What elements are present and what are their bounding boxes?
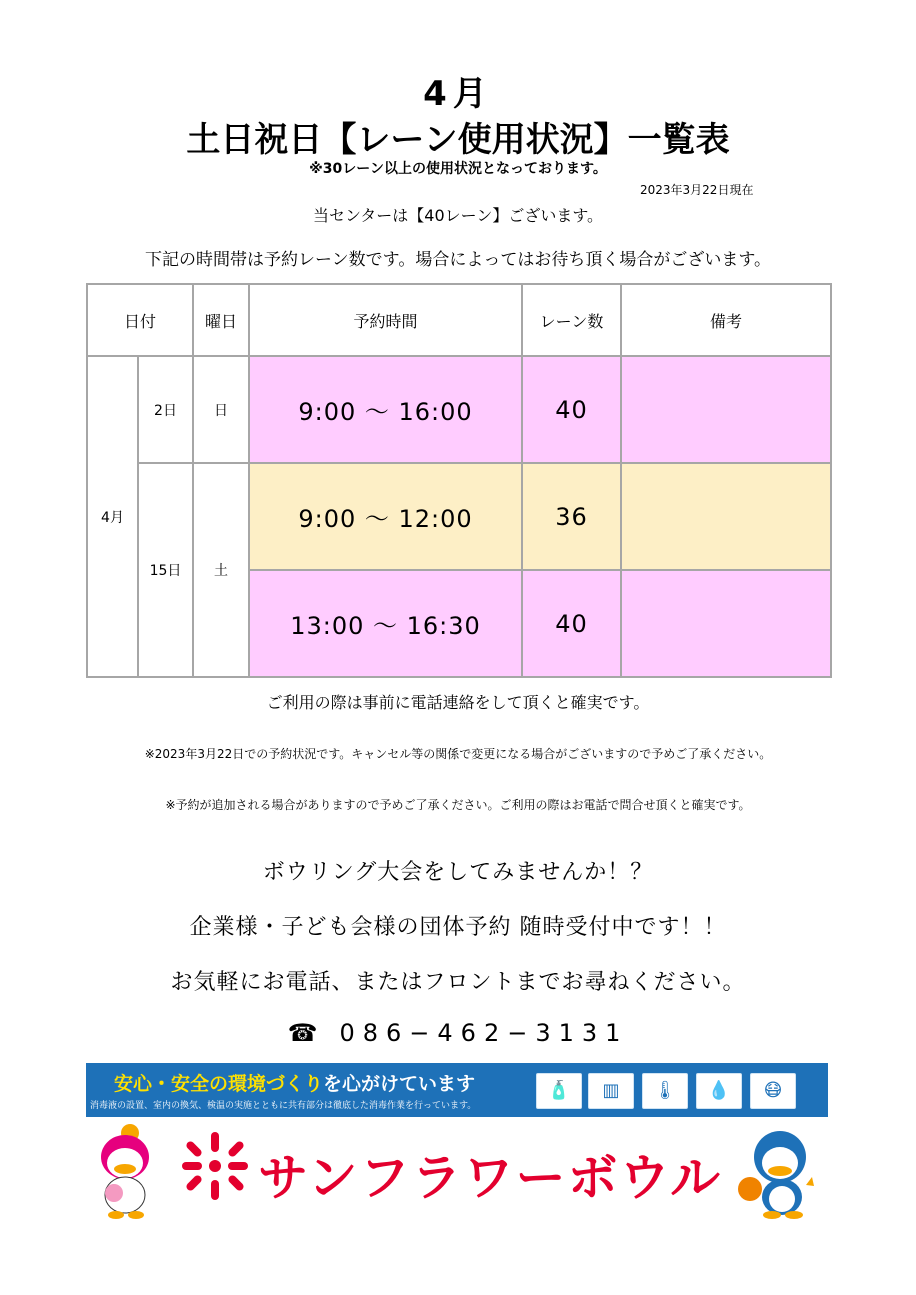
spray-icon: 💧: [696, 1073, 742, 1109]
phone-number[interactable]: 086−462−3131: [339, 1019, 629, 1047]
page-month: 4月: [423, 74, 493, 114]
day-cell: 2日: [138, 356, 193, 463]
day-cell: 15日: [138, 463, 193, 677]
mask-icon: 😷: [750, 1073, 796, 1109]
month-cell: 4月: [87, 356, 138, 677]
time-cell: 9:00 ～ 12:00: [249, 463, 522, 570]
header-weekday: 曜日: [193, 284, 249, 356]
penguin-mascot-icon: [736, 1125, 818, 1219]
sunflower-logo-icon: [180, 1128, 250, 1204]
telephone-icon: ☎: [287, 1019, 318, 1047]
thermometer-icon: 🌡: [642, 1073, 688, 1109]
remarks-cell: [621, 463, 831, 570]
disclaimer-2: ※予約が追加される場合がありますので予めご了承ください。ご利用の際はお電話で問合せ頂くと確実です。: [165, 798, 751, 812]
sanitizer-icon: 🧴: [536, 1073, 582, 1109]
header-lanes: レーン数: [522, 284, 621, 356]
banner-title: [114, 1069, 475, 1096]
table-header-row: [87, 284, 831, 356]
banner-title-highlight: 安心・安全の環境づくり: [114, 1073, 324, 1095]
promo-line-1: ボウリング大会をしてみませんか！？: [262, 860, 654, 885]
disclaimer-1: ※2023年3月22日での予約状況です。キャンセル等の関係で変更になる場合がございますので予めご了承ください。: [144, 747, 772, 761]
page-title: 土日祝日【レーン使用状況】一覧表: [186, 120, 730, 160]
page-subtitle: ※30レーン以上の使用状況となっております。: [309, 161, 607, 177]
weekday-cell: 日: [193, 356, 249, 463]
header-remarks: 備考: [621, 284, 831, 356]
lanes-info: 当センターは【40レーン】ございます。: [312, 206, 604, 225]
safety-banner: [86, 1063, 828, 1117]
remarks-cell: [621, 356, 831, 463]
banner-subtext: 消毒液の設置、室内の換気、検温の実施とともに共有部分は徹底した消毒作業を行っています。: [90, 1101, 477, 1111]
phone-line: [0, 1019, 916, 1047]
as-of-date: 2023年3月22日現在: [640, 183, 754, 197]
phone-advice: ご利用の際は事前に電話連絡をして頂くと確実です。: [266, 693, 650, 712]
promo-line-2: 企業様・子ども会様の団体予約 随時受付中です！！: [189, 915, 727, 940]
remarks-cell: [621, 570, 831, 677]
promo-line-3: お気軽にお電話、またはフロントまでお尋ねください。: [170, 970, 746, 995]
weekday-cell: 土: [193, 463, 249, 677]
window-ventilation-icon: ▥: [588, 1073, 634, 1109]
lanes-cell: 36: [522, 463, 621, 570]
reservation-note: 下記の時間帯は予約レーン数です。場合によってはお待ち頂く場合がございます。: [145, 250, 771, 270]
lanes-cell: 40: [522, 570, 621, 677]
table-row: [87, 356, 831, 463]
table-row: [87, 463, 831, 570]
duck-mascot-icon: [92, 1123, 158, 1219]
header-date: 日付: [87, 284, 193, 356]
lanes-cell: 40: [522, 356, 621, 463]
brand-logo-text: サンフラワーボウル: [258, 1149, 722, 1207]
schedule-table: [86, 283, 832, 678]
banner-title-rest: を心がけています: [323, 1073, 476, 1095]
time-cell: 9:00 ～ 16:00: [249, 356, 522, 463]
time-cell: 13:00 ～ 16:30: [249, 570, 522, 677]
header-time: 予約時間: [249, 284, 522, 356]
